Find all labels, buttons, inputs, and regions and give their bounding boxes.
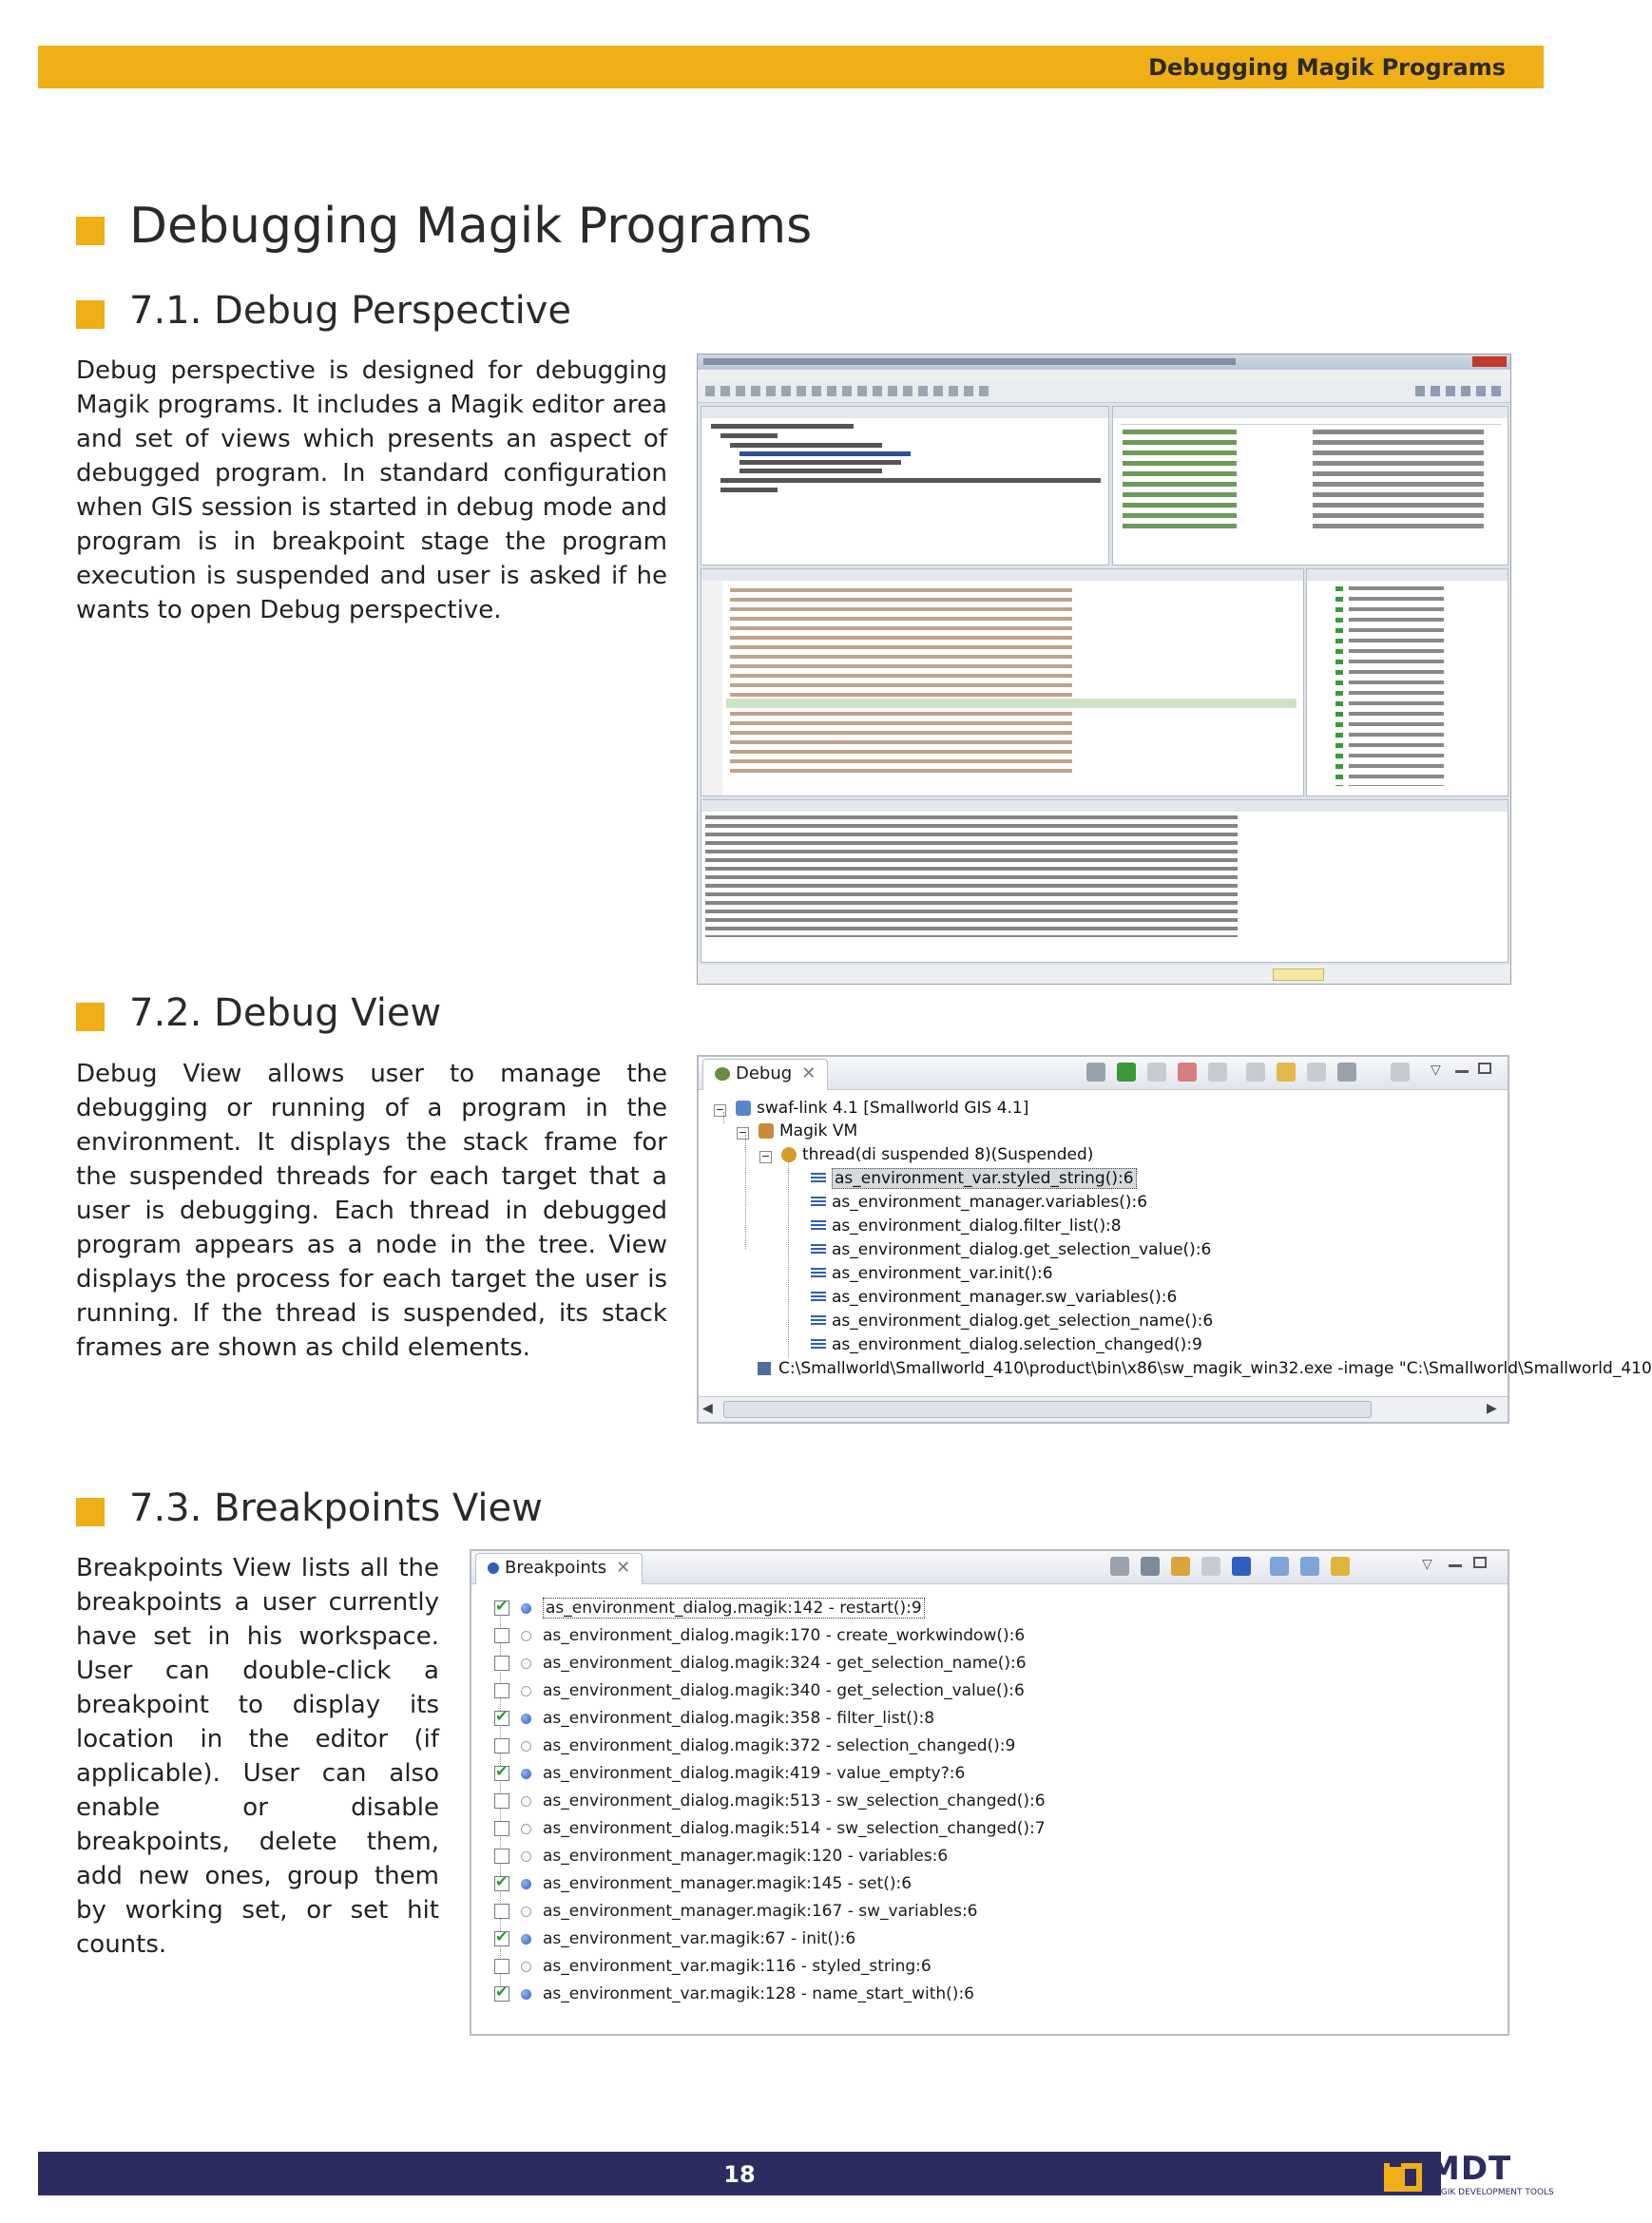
breakpoint-row[interactable] (494, 1843, 948, 1869)
collapse-all-icon[interactable] (1300, 1557, 1319, 1576)
breakpoint-row[interactable] (494, 1733, 1015, 1759)
breakpoint-icon (488, 1562, 499, 1574)
breakpoint-label: as_environment_dialog.magik:513 - sw_selection_changed():6 (543, 1792, 1046, 1811)
mdt-logo-icon (1384, 2154, 1422, 2192)
section-heading-debug-perspective: 7.1. Debug Perspective (129, 289, 571, 333)
scrollbar-thumb[interactable] (723, 1401, 1372, 1418)
breakpoint-disabled-icon (521, 1851, 531, 1862)
breakpoint-enabled-icon (521, 1714, 531, 1724)
section-bullet (76, 1003, 105, 1031)
breakpoints-tab-label: Breakpoints (505, 1558, 607, 1578)
drop-to-frame-icon[interactable] (1337, 1063, 1356, 1082)
breakpoint-disabled-icon (521, 1907, 531, 1917)
stack-frame-label: as_environment_var.init():6 (832, 1264, 1053, 1283)
stack-frame-icon (811, 1315, 826, 1327)
breakpoint-disabled-icon (521, 1658, 531, 1669)
breakpoint-label: as_environment_dialog.magik:514 - sw_selection_changed():7 (543, 1819, 1046, 1838)
section-body-debug-view: Debug View allows user to manage the debugging or running of a program in the environment. It displays the stack frame for the suspended threads for each target that a user is debugging. Each thread in debugged program appears as a node in the tree. View displays the process for each target the user is running. If the thread is suspended, its stack frames are shown as child elements. (76, 1060, 667, 1362)
breakpoint-row[interactable] (494, 1870, 912, 1897)
breakpoint-row[interactable] (494, 1677, 1025, 1704)
breakpoint-row[interactable] (494, 1650, 1027, 1677)
breakpoint-label: as_environment_var.magik:128 - name_start_with():6 (543, 1984, 974, 2003)
stack-frame[interactable] (811, 1335, 1202, 1354)
enable-checkbox[interactable] (494, 1766, 509, 1781)
breakpoint-row[interactable] (494, 1953, 932, 1980)
stack-frame-label: as_environment_dialog.filter_list():8 (832, 1217, 1122, 1236)
mdt-logo (1384, 2150, 1554, 2203)
minimize-icon[interactable] (1455, 1070, 1469, 1073)
breakpoint-enabled-icon (521, 1934, 531, 1945)
breakpoint-row[interactable] (494, 1622, 1025, 1649)
logo-tagline: MAGIK DEVELOPMENT TOOLS (1428, 2188, 1554, 2197)
enable-checkbox[interactable] (494, 1793, 509, 1809)
breakpoint-row[interactable] (494, 1926, 855, 1952)
minimize-icon[interactable] (1449, 1564, 1462, 1567)
stack-frame-icon (811, 1197, 826, 1208)
target-label: swaf-link 4.1 [Smallworld GIS 4.1] (757, 1099, 1029, 1118)
breakpoint-enabled-icon (521, 1769, 531, 1779)
enable-checkbox[interactable] (494, 1931, 509, 1946)
breakpoints-view-screenshot (470, 1549, 1509, 2036)
stack-frame-icon (811, 1292, 826, 1303)
breakpoint-disabled-icon (521, 1741, 531, 1752)
breakpoint-label: as_environment_manager.magik:167 - sw_variables:6 (543, 1902, 978, 1921)
terminate-icon[interactable] (1178, 1063, 1197, 1082)
breakpoint-row[interactable] (494, 1788, 1046, 1814)
breakpoint-label: as_environment_var.magik:67 - init():6 (543, 1929, 856, 1948)
stack-frame[interactable] (811, 1312, 1213, 1331)
thread-label: thread(di suspended 8)(Suspended) (802, 1145, 1094, 1164)
stack-frame[interactable] (811, 1217, 1122, 1236)
breakpoint-label: as_environment_var.magik:116 - styled_string:6 (543, 1957, 932, 1976)
expand-all-icon[interactable] (1270, 1557, 1289, 1576)
step-return-icon[interactable] (1307, 1063, 1326, 1082)
window-titlebar (698, 355, 1510, 370)
breakpoint-disabled-icon (521, 1824, 531, 1834)
page-number: 18 (723, 2161, 756, 2188)
breakpoint-row[interactable] (494, 1760, 965, 1787)
stack-frame-label: as_environment_dialog.get_selection_value():6 (832, 1240, 1212, 1259)
stack-frame-icon (811, 1339, 826, 1351)
enable-checkbox[interactable] (494, 1959, 509, 1974)
stack-frame[interactable] (811, 1264, 1053, 1283)
enable-checkbox[interactable] (494, 1683, 509, 1698)
stack-frame-icon (811, 1268, 826, 1279)
section-bullet (76, 1498, 105, 1526)
process-label: C:\Smallworld\Smallworld_410\product\bin\x86\sw_magik_win32.exe -image "C:\Smallworld\Smallworld_410 (778, 1359, 1652, 1378)
mini-outline (1306, 568, 1508, 796)
breakpoint-label: as_environment_dialog.magik:340 - get_selection_value():6 (543, 1681, 1025, 1700)
stack-frame-label: as_environment_dialog.get_selection_name():6 (832, 1312, 1214, 1331)
remove-all-breakpoints-icon[interactable] (1141, 1557, 1160, 1576)
process-icon (758, 1362, 771, 1375)
breakpoint-enabled-icon (521, 1879, 531, 1889)
section-body-breakpoints-view: Breakpoints View lists all the breakpoints a user currently have set in his workspace. User can double-click a breakpoint to display its location in the editor (if applicable). User can also enable or disable breakpoints, delete them, add new ones, group them by working set, or set hit counts. (76, 1554, 439, 1959)
section-heading-debug-view: 7.2. Debug View (129, 991, 442, 1035)
breakpoint-label: as_environment_dialog.magik:142 - restart():9 (543, 1598, 925, 1619)
step-over-icon[interactable] (1277, 1063, 1296, 1082)
mini-editor (701, 568, 1304, 796)
tree-item-target[interactable]: − swaf-link 4.1 [Smallworld GIS 4.1] (715, 1099, 1029, 1118)
disconnect-icon[interactable] (1208, 1063, 1227, 1082)
breakpoint-disabled-icon (521, 1686, 531, 1696)
enable-checkbox[interactable] (494, 1600, 509, 1616)
running-title: Debugging Magik Programs (1148, 54, 1506, 81)
tree-item-vm[interactable]: − Magik VM (738, 1121, 858, 1140)
scroll-left-icon[interactable]: ◀ (702, 1401, 713, 1416)
enable-checkbox[interactable] (494, 1738, 509, 1753)
stack-frame-icon (811, 1220, 826, 1232)
debug-view-screenshot (697, 1055, 1652, 1424)
stack-frame-icon (811, 1244, 826, 1255)
go-to-file-icon[interactable] (1201, 1557, 1220, 1576)
breakpoints-tab[interactable] (475, 1553, 643, 1584)
enable-checkbox[interactable] (494, 1986, 509, 2002)
maximize-icon[interactable] (1473, 1557, 1487, 1568)
section-heading-breakpoints-view: 7.3. Breakpoints View (129, 1486, 543, 1530)
stack-frame-label: as_environment_var.styled_string():6 (832, 1168, 1137, 1189)
stack-frame[interactable] (811, 1169, 1137, 1188)
breakpoint-disabled-icon (521, 1796, 531, 1807)
page-title: Debugging Magik Programs (129, 198, 813, 255)
breakpoint-disabled-icon (521, 1631, 531, 1641)
horizontal-scrollbar[interactable] (699, 1396, 1508, 1422)
tree-item-thread[interactable]: − thread(di suspended 8)(Suspended) (760, 1145, 1094, 1164)
toolbar (698, 381, 1510, 403)
breakpoint-row[interactable] (494, 1815, 1046, 1842)
bug-icon (715, 1067, 730, 1081)
view-menu-icon[interactable]: ▽ (1431, 1063, 1441, 1078)
thread-icon (781, 1147, 797, 1162)
enable-checkbox[interactable] (494, 1849, 509, 1864)
stack-frame-label: as_environment_manager.sw_variables():6 (832, 1288, 1178, 1307)
breakpoint-row[interactable] (494, 1898, 978, 1925)
enable-checkbox[interactable] (494, 1904, 509, 1919)
stack-frame-icon (811, 1173, 826, 1184)
view-menu-icon[interactable]: ▽ (1422, 1557, 1432, 1572)
enable-checkbox[interactable] (494, 1628, 509, 1643)
breakpoint-disabled-icon (521, 1962, 531, 1972)
enable-checkbox[interactable] (494, 1656, 509, 1671)
running-header (38, 46, 1544, 88)
breakpoint-label: as_environment_manager.magik:120 - variables:6 (543, 1847, 949, 1866)
remove-launches-icon[interactable] (1086, 1063, 1105, 1082)
breakpoint-label: as_environment_dialog.magik:358 - filter_list():8 (543, 1709, 935, 1728)
skip-all-breakpoints-icon[interactable] (1232, 1557, 1251, 1576)
scroll-right-icon[interactable]: ▶ (1487, 1401, 1497, 1416)
debug-perspective-screenshot (697, 354, 1511, 985)
enable-checkbox[interactable] (494, 1876, 509, 1891)
stack-frame[interactable] (811, 1240, 1211, 1259)
close-icon[interactable]: ✕ (616, 1558, 631, 1578)
mini-variables-view (1112, 406, 1508, 565)
debug-tab-label: Debug (736, 1064, 793, 1083)
section-body-debug-perspective: Debug perspective is designed for debugging Magik programs. It includes a Magik editor area and set of views which presents an aspect of debugged program. In standard configuration when GIS session is started in debug mode and program is in breakpoint stage the program execution is suspended and user is asked if he wants to open Debug perspective. (76, 356, 667, 624)
show-supported-icon[interactable] (1171, 1557, 1190, 1576)
link-with-debug-view-icon[interactable] (1331, 1557, 1350, 1576)
enable-checkbox[interactable] (494, 1821, 509, 1836)
stack-frame[interactable] (811, 1193, 1147, 1212)
breakpoint-label: as_environment_dialog.magik:170 - create_workwindow():6 (543, 1626, 1026, 1645)
stack-frame-label: as_environment_manager.variables():6 (832, 1193, 1148, 1212)
use-step-filters-icon[interactable] (1391, 1063, 1410, 1082)
breakpoint-label: as_environment_manager.magik:145 - set():6 (543, 1874, 912, 1893)
logo-text: MDT (1428, 2150, 1512, 2188)
vm-label: Magik VM (779, 1121, 858, 1140)
close-icon[interactable]: ✕ (801, 1064, 816, 1083)
remove-breakpoint-icon[interactable] (1110, 1557, 1129, 1576)
stack-frame-label: as_environment_dialog.selection_changed():9 (832, 1335, 1202, 1354)
launch-icon (736, 1101, 751, 1116)
enable-checkbox[interactable] (494, 1711, 509, 1726)
breakpoint-row[interactable] (494, 1981, 974, 2007)
breakpoint-label: as_environment_dialog.magik:372 - selection_changed():9 (543, 1736, 1016, 1755)
maximize-icon[interactable] (1478, 1063, 1491, 1074)
breakpoint-row[interactable] (494, 1595, 925, 1621)
breakpoint-label: as_environment_dialog.magik:324 - get_selection_name():6 (543, 1654, 1027, 1673)
breakpoint-row[interactable] (494, 1705, 934, 1732)
breakpoint-label: as_environment_dialog.magik:419 - value_empty?:6 (543, 1764, 966, 1783)
resume-icon[interactable] (1117, 1063, 1136, 1082)
mini-debug-view (701, 406, 1109, 565)
title-bullet (76, 217, 105, 245)
debug-tab[interactable] (702, 1059, 828, 1090)
stack-frame[interactable] (811, 1288, 1177, 1307)
breakpoint-enabled-icon (521, 1603, 531, 1614)
tree-item-process[interactable] (758, 1359, 1652, 1378)
suspend-icon[interactable] (1147, 1063, 1166, 1082)
footer-band (38, 2152, 1441, 2195)
breakpoint-enabled-icon (521, 1989, 531, 2000)
mini-console (701, 799, 1508, 963)
section-bullet (76, 300, 105, 329)
vm-icon (759, 1123, 774, 1139)
step-into-icon[interactable] (1246, 1063, 1265, 1082)
